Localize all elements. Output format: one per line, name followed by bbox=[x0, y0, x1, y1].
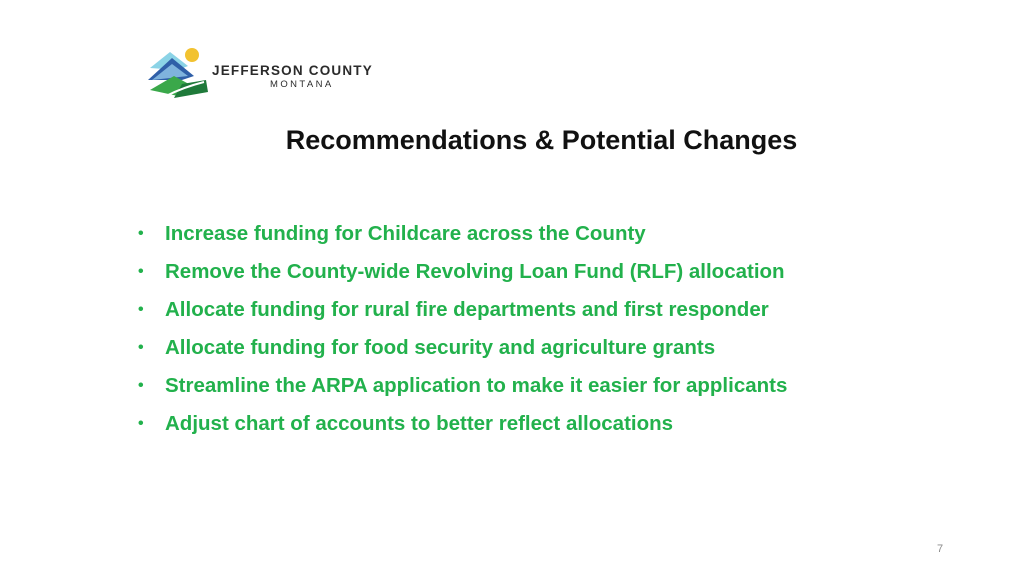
bullet-text: Streamline the ARPA application to make it easier for applicants bbox=[165, 374, 788, 397]
bullet-text: Remove the County-wide Revolving Loan Fund (RLF) allocation bbox=[165, 260, 785, 283]
page-number: 7 bbox=[937, 543, 944, 555]
bullet-icon: • bbox=[138, 377, 144, 394]
list-item bbox=[136, 218, 787, 256]
bullet-text: Adjust chart of accounts to better reflect allocations bbox=[165, 412, 674, 435]
jefferson-county-logo bbox=[148, 46, 418, 98]
list-item bbox=[136, 294, 787, 332]
recommendations-list bbox=[136, 218, 787, 446]
bullet-icon: • bbox=[138, 415, 144, 432]
bullet-icon: • bbox=[138, 301, 144, 318]
logo-state-name: MONTANA bbox=[270, 79, 334, 90]
list-item bbox=[136, 408, 787, 446]
bullet-icon: • bbox=[138, 225, 144, 242]
bullet-text: Allocate funding for food security and agriculture grants bbox=[165, 336, 716, 359]
slide-title: Recommendations & Potential Changes bbox=[285, 125, 798, 155]
bullet-icon: • bbox=[138, 263, 144, 280]
bullet-icon: • bbox=[138, 339, 144, 356]
bullet-text: Increase funding for Childcare across the County bbox=[165, 222, 646, 245]
mountain-sun-logo-icon bbox=[148, 46, 210, 98]
list-item bbox=[136, 332, 787, 370]
list-item bbox=[136, 370, 787, 408]
bullet-text: Allocate funding for rural fire departments and first responder bbox=[165, 298, 769, 321]
list-item bbox=[136, 256, 787, 294]
logo-county-name: JEFFERSON COUNTY bbox=[212, 63, 373, 78]
